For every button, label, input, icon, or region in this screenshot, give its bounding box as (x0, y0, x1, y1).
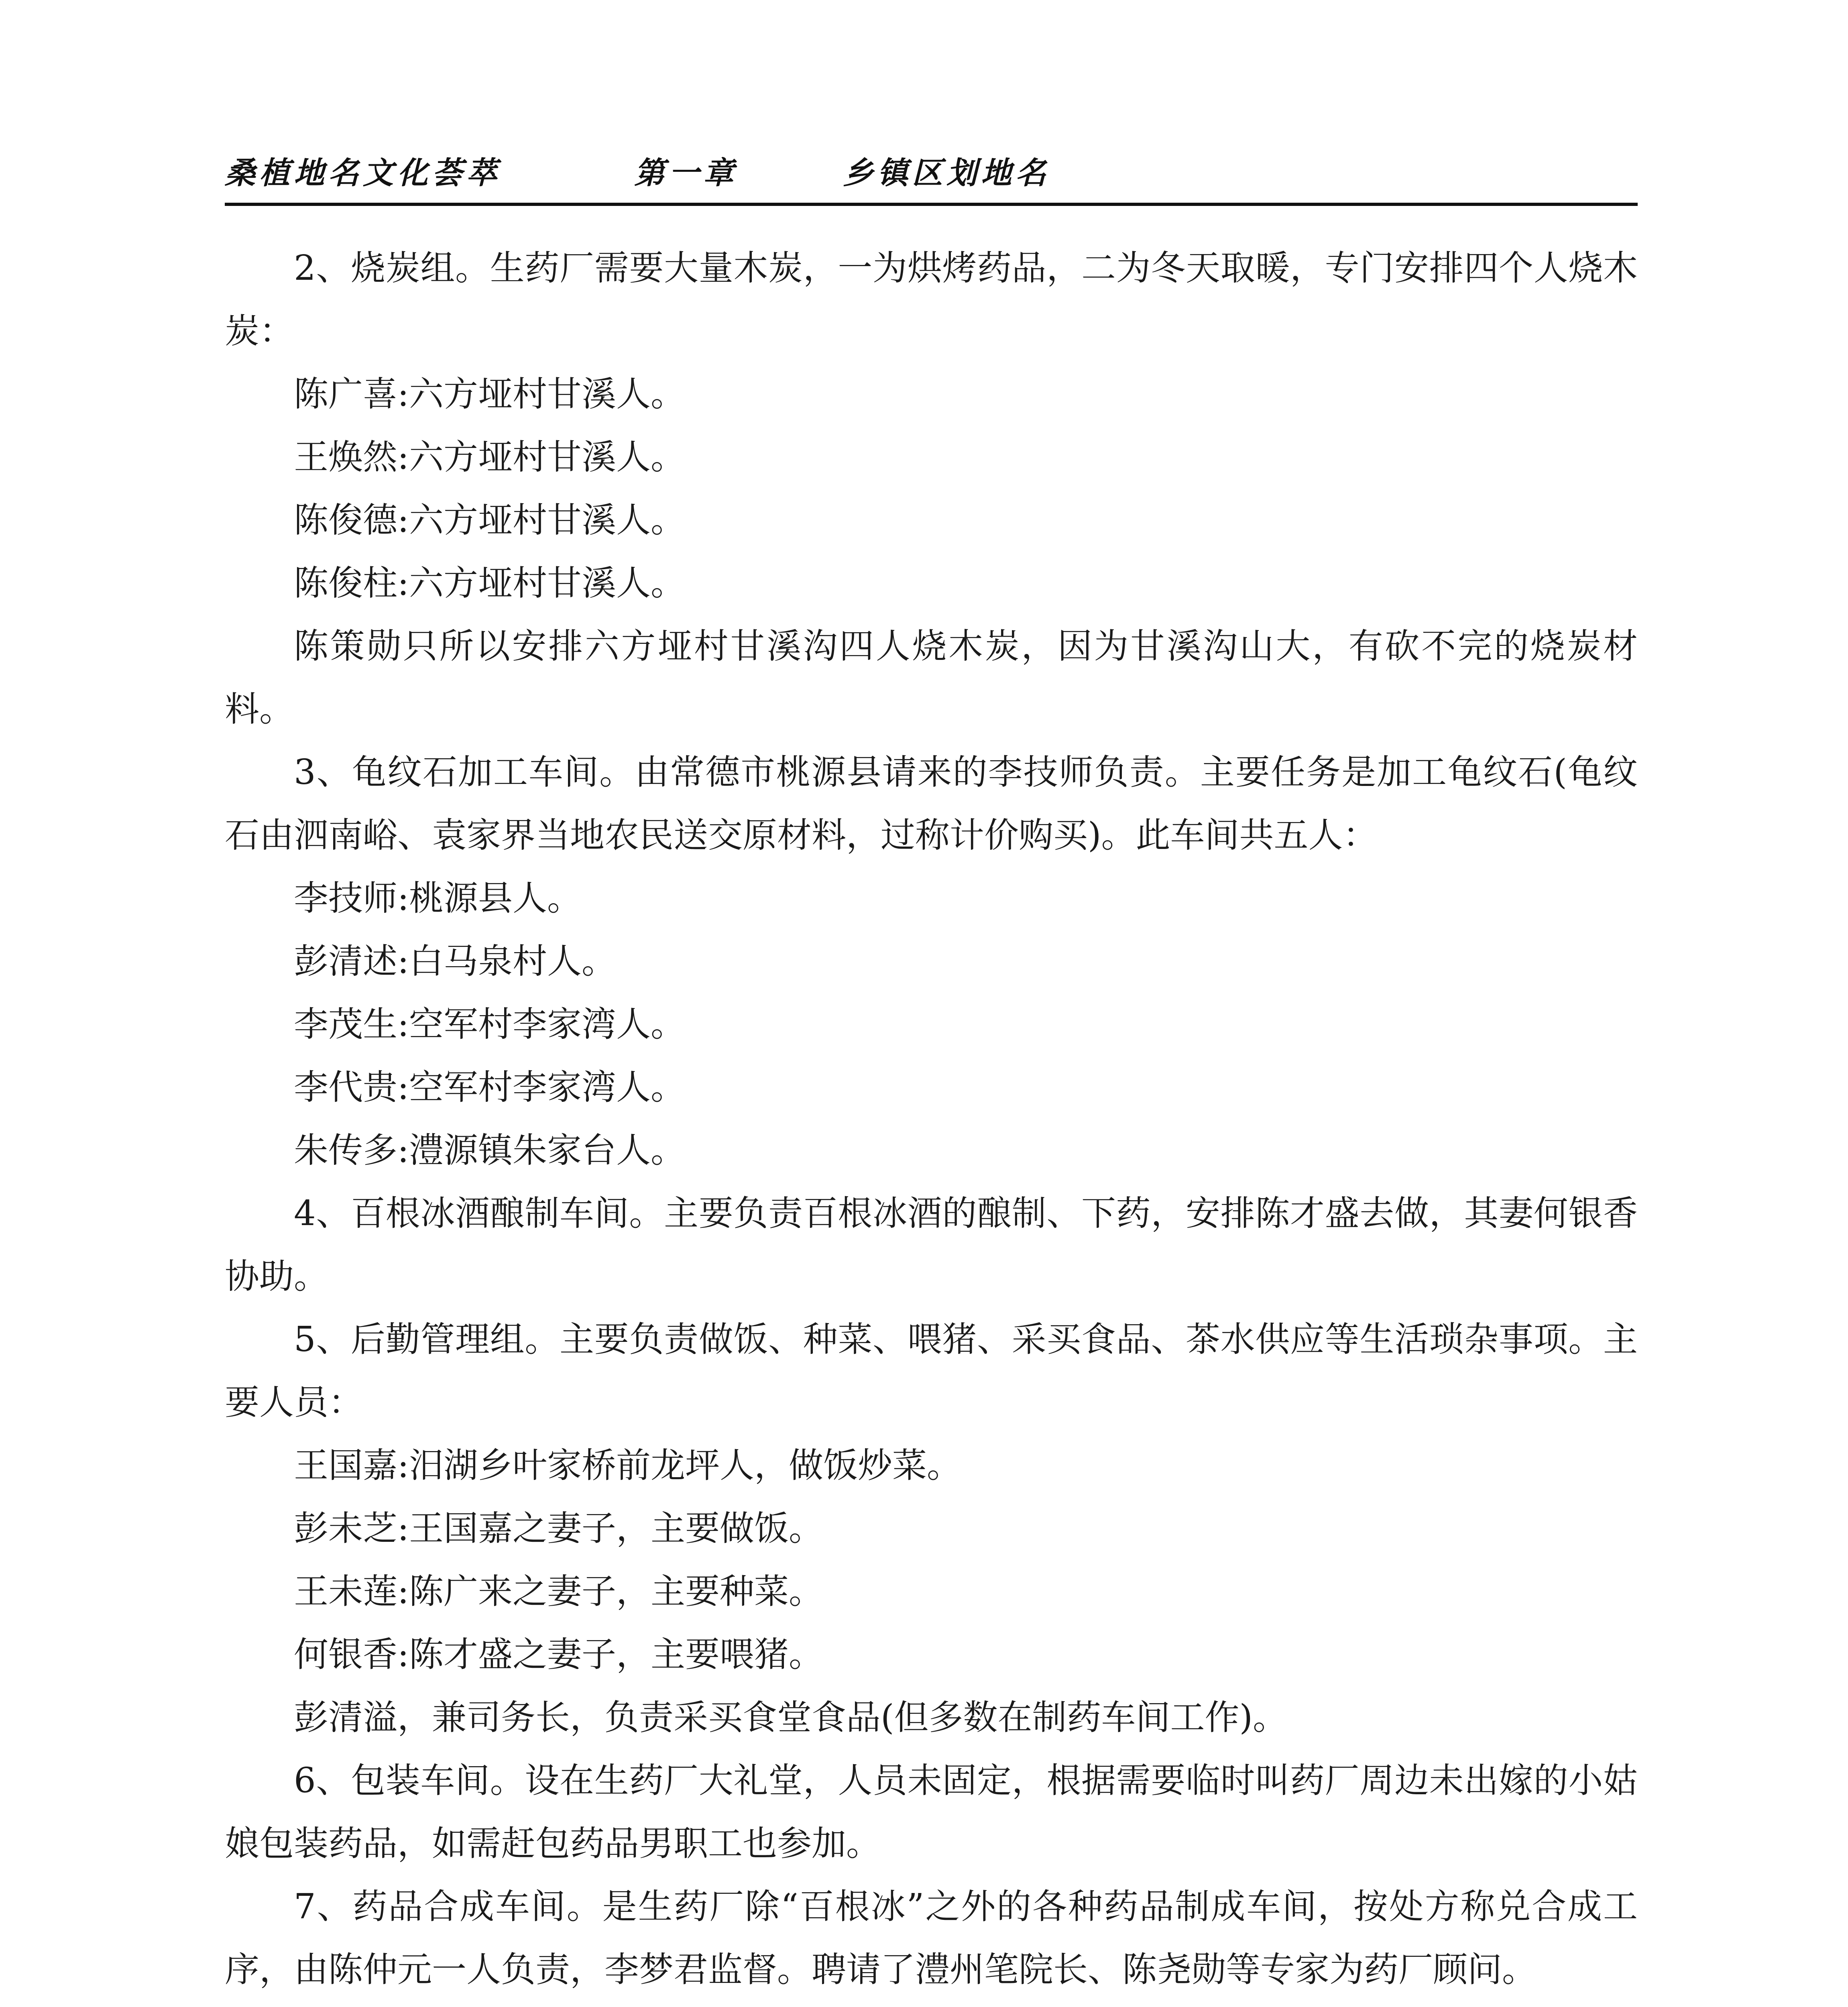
header-rule (225, 203, 1638, 206)
list-entry: 陈俊德:六方垭村甘溪人。 (294, 500, 685, 540)
paragraph: 5、后勤管理组。主要负责做饭、种菜、喂猪、采买食品、茶水供应等生活琐杂事项。主要人员： (225, 1319, 1638, 1423)
list-entry: 王未莲:陈广来之妻子，主要种菜。 (294, 1571, 823, 1612)
list-entry: 李技师:桃源县人。 (294, 878, 582, 918)
body-text (225, 237, 1638, 2007)
list-entry: 彭未芝:王国嘉之妻子，主要做饭。 (294, 1508, 823, 1549)
header-chapter: 第一章 (634, 155, 738, 191)
header-section: 乡镇区划地名 (843, 155, 1050, 191)
paragraph: 3、龟纹石加工车间。由常德市桃源县请来的李技师负责。主要任务是加工龟纹石(龟纹石由泗南峪、袁家界当地农民送交原材料，过称计价购买)。此车间共五人： (225, 752, 1638, 855)
paragraph: 4、百根冰酒酿制车间。主要负责百根冰酒的酿制、下药，安排陈才盛去做，其妻何银香协助。 (225, 1193, 1638, 1297)
paragraph: 陈策勋只所以安排六方垭村甘溪沟四人烧木炭，因为甘溪沟山大，有砍不完的烧炭材料。 (225, 626, 1638, 729)
list-entry: 彭清溢，兼司务长，负责采买食堂食品(但多数在制药车间工作)。 (294, 1698, 1288, 1738)
list-entry: 陈广喜:六方垭村甘溪人。 (294, 374, 685, 414)
list-entry: 何银香:陈才盛之妻子，主要喂猪。 (294, 1635, 823, 1675)
paragraph (225, 2001, 1638, 2007)
paragraph: 7、药品合成车间。是生药厂除“百根冰”之外的各种药品制成车间，按处方称兑合成工序，由陈仲元一人负责，李梦君监督。聘请了澧州笔院长、陈尧勋等专家为药厂顾问。 (225, 1887, 1638, 1990)
list-entry: 王焕然:六方垭村甘溪人。 (294, 437, 685, 477)
list-entry: 李代贵:空军村李家湾人。 (294, 1067, 685, 1107)
list-entry: 王国嘉:汨湖乡叶家桥前龙坪人，做饭炒菜。 (294, 1445, 961, 1486)
paragraph: 2、烧炭组。生药厂需要大量木炭，一为烘烤药品，二为冬天取暖，专门安排四个人烧木炭： (225, 248, 1638, 351)
list-entry: 李茂生:空军村李家湾人。 (294, 1004, 685, 1044)
running-header (225, 149, 1638, 192)
paragraph: 6、包装车间。设在生药厂大礼堂，人员未固定，根据需要临时叫药厂周边未出嫁的小姑娘包装药品，如需赶包药品男职工也参加。 (225, 1761, 1638, 1864)
header-book-title: 桑植地名文化荟萃 (225, 155, 501, 191)
list-entry: 彭清述:白马泉村人。 (294, 941, 616, 981)
list-entry: 朱传多:澧源镇朱家台人。 (294, 1130, 685, 1170)
list-entry: 陈俊柱:六方垭村甘溪人。 (294, 563, 685, 603)
